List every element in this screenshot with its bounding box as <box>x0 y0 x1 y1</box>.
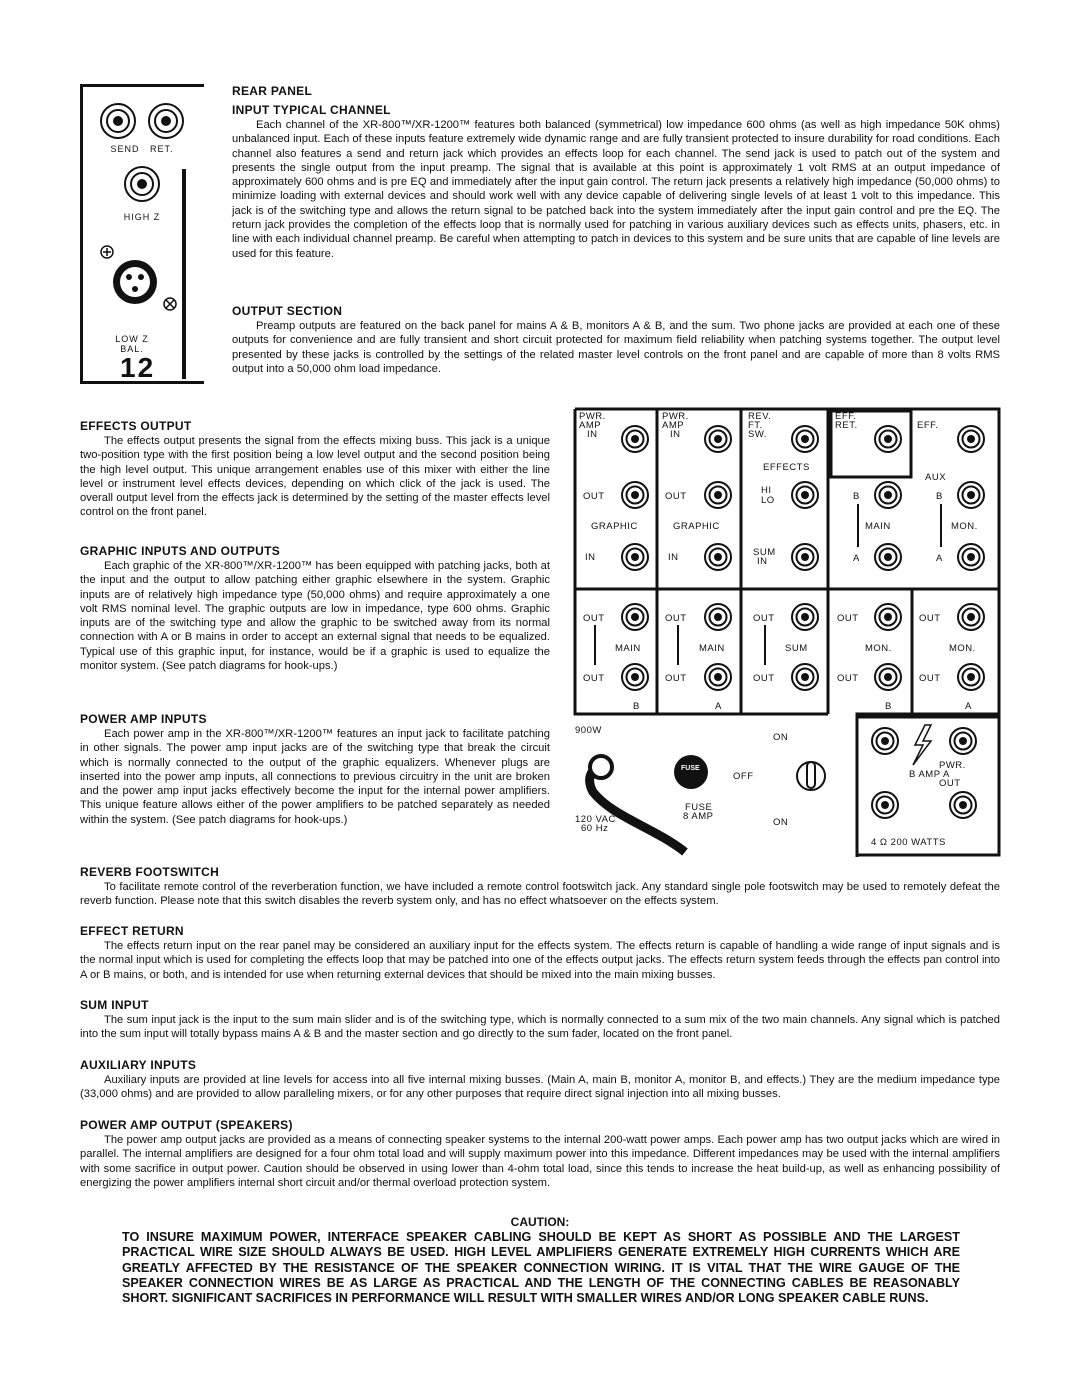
svg-text:LO: LO <box>761 495 775 506</box>
svg-text:FT.: FT. <box>748 420 763 431</box>
power-amp-heading: POWER AMP INPUTS <box>80 712 207 726</box>
graphic-a-in-jack <box>705 544 731 570</box>
svg-text:IN: IN <box>668 552 679 563</box>
svg-text:PWR.: PWR. <box>579 411 606 422</box>
svg-text:MAIN: MAIN <box>615 643 641 654</box>
svg-text:EFF.: EFF. <box>835 411 857 422</box>
svg-text:A: A <box>936 553 943 564</box>
input-typical-heading: INPUT TYPICAL CHANNEL <box>232 103 391 117</box>
svg-text:IN: IN <box>757 556 768 567</box>
svg-text:EFFECTS: EFFECTS <box>763 462 810 473</box>
svg-text:B: B <box>633 701 640 712</box>
send-ret-label: SEND RET. <box>110 144 174 154</box>
mon-b-out2-jack <box>875 664 901 690</box>
svg-text:A: A <box>715 701 722 712</box>
output-section-heading: OUTPUT SECTION <box>232 304 343 318</box>
svg-text:OUT: OUT <box>919 673 941 684</box>
aux-main-a-jack <box>875 544 901 570</box>
pwr-amp-out-b1-jack <box>872 728 898 754</box>
mon-a-out2-jack <box>958 664 984 690</box>
svg-text:AUX: AUX <box>925 472 947 483</box>
svg-text:OUT: OUT <box>753 673 775 684</box>
high-z-jack-icon <box>125 167 159 201</box>
effects-output-heading: EFFECTS OUTPUT <box>80 419 192 433</box>
svg-text:MON.: MON. <box>949 643 976 654</box>
svg-text:AMP: AMP <box>662 420 685 431</box>
aux-text: Auxiliary inputs are provided at line levels for access into all five internal mixing busses. (Main A, main B, monitor A, monitor B, and effects.) They are the medium impedance type (33,000 ohms) and are provided to allow paralleling mixers, or for any other purposes that require direct signal injection into all mixing busses. <box>80 1074 1000 1101</box>
svg-text:OUT: OUT <box>665 613 687 624</box>
hi-lo-jack <box>792 482 818 508</box>
fuse-holder-icon <box>674 755 708 789</box>
aux-mon-b-jack <box>958 482 984 508</box>
pwr-amp-out-b2-jack <box>872 792 898 818</box>
caution-title: CAUTION: <box>510 1215 570 1229</box>
svg-text:PWR.: PWR. <box>662 411 689 422</box>
svg-text:FUSE: FUSE <box>685 802 713 813</box>
output-section-text: Preamp outputs are featured on the back panel for mains A & B, monitors A & B, and the sum. Two phone jacks are provided at each one of these outputs for convenience and are fully transient and short circuit protected for maximum field reliability when patching systems together. The output level presented by these jacks is controlled by the settings of the related master level controls on the front panel and are capable of more than 8 volts RMS output into a 50,000 ohm load impedance. <box>232 320 1000 375</box>
svg-text:MAIN: MAIN <box>865 521 891 532</box>
pwr-amp-out-a2-jack <box>950 792 976 818</box>
screw-icon-left <box>101 246 113 258</box>
main-a-out2-jack <box>705 664 731 690</box>
rear-panel-heading: REAR PANEL <box>232 84 313 98</box>
svg-text:IN: IN <box>670 429 681 440</box>
svg-text:OUT: OUT <box>753 613 775 624</box>
svg-text:REV.: REV. <box>748 411 772 422</box>
svg-text:900W: 900W <box>575 725 602 736</box>
mon-b-out1-jack <box>875 604 901 630</box>
mon-a-out1-jack <box>958 604 984 630</box>
svg-text:FUSE: FUSE <box>681 765 700 772</box>
main-b-out2-jack <box>622 664 648 690</box>
speakers-heading: POWER AMP OUTPUT (SPEAKERS) <box>80 1118 293 1132</box>
svg-text:ON: ON <box>773 817 789 828</box>
svg-text:OUT: OUT <box>837 613 859 624</box>
screw-icon-right <box>164 298 176 310</box>
graphic-text: Each graphic of the XR-800™/XR-1200™ has been equipped with patching jacks, both at the input and the output to allow patching either graphic elsewhere in the system. Graphic inputs are of relatively high impedance type (50,000 ohms) and require approximately a one volt RMS nominal level. The graphic outputs are low in impedance, type 600 ohms. Graphic inputs are of the switching type and allow the graphic to be switched away from its normal connection with A or B mains in order to accept an external signal that needs to be equalized. Typical use of this graphic input, for instance, would be if a graphic is used to equalize the monitor system. (See patch diagrams for hook-ups.) <box>80 560 550 673</box>
svg-text:OUT: OUT <box>939 778 961 789</box>
reverb-text: To facilitate remote control of the reverberation function, we have included a remote control footswitch jack. Any standard single pole footswitch may be used to remotely defeat the reverb function. Please note that this switch disables the reverb system only, and has no effect whatsoever on the effects system. <box>80 881 1000 908</box>
svg-text:4 Ω 200 WATTS: 4 Ω 200 WATTS <box>871 837 946 848</box>
svg-text:OUT: OUT <box>583 613 605 624</box>
effect-return-text: The effects return input on the rear panel may be considered an auxiliary input for the effects system. The effects return is capable of handling a wide range of input signals and is the normal input which is used for completing the effects loop that may be patched into one of the effects output jacks. The effects return system feeds through the effects pan control into A or B mains, or both, and is intended for use when returning external devices that should be mixed into the main mixing busses. <box>80 940 1000 981</box>
effects-output-text: The effects output presents the signal from the effects mixing buss. This jack is a unique two-position type with the first position being a low level output and the second position being the high level output. This unique arrangement enables use of this mixer with either the line level or instrument level effects devices, depending on which click of the jack is used. The overall output level from the effects jack is determined by the setting of the master effects level control on the front panel. <box>80 435 550 519</box>
xlr-connector-icon <box>113 260 157 304</box>
svg-text:SUM: SUM <box>785 643 808 654</box>
svg-text:B AMP A: B AMP A <box>909 769 950 780</box>
pwr-amp-in-a-jack <box>705 426 731 452</box>
sum-input-text: The sum input jack is the input to the sum main slider and is of the switching type, which is normally connected to a sum mix of the two main channels. Any signal which is patched into the sum input will totally bypass mains A & B and the master section and go directly to the sum fader, located on the front panel. <box>80 1014 1000 1041</box>
aux-main-b-jack <box>875 482 901 508</box>
svg-text:OFF: OFF <box>733 771 754 782</box>
channel-number: 12 <box>120 352 156 383</box>
svg-text:120 VAC: 120 VAC <box>575 814 616 825</box>
svg-text:GRAPHIC: GRAPHIC <box>673 521 720 532</box>
bal-label: BAL. <box>120 344 144 354</box>
sum-input-heading: SUM INPUT <box>80 998 149 1012</box>
effect-return-heading: EFFECT RETURN <box>80 924 184 938</box>
svg-text:OUT: OUT <box>665 673 687 684</box>
lightning-icon <box>913 725 931 765</box>
sum-in-jack <box>792 544 818 570</box>
svg-text:EFF.: EFF. <box>917 420 939 431</box>
svg-text:B: B <box>885 701 892 712</box>
svg-text:MON.: MON. <box>951 521 978 532</box>
eff-ret-jack <box>875 426 901 452</box>
send-jack-icon <box>101 104 135 138</box>
graphic-heading: GRAPHIC INPUTS AND OUTPUTS <box>80 544 281 558</box>
power-toggle-icon <box>797 762 825 790</box>
svg-text:IN: IN <box>587 429 598 440</box>
aux-mon-a-jack <box>958 544 984 570</box>
svg-text:OUT: OUT <box>583 491 605 502</box>
reverb-heading: REVERB FOOTSWITCH <box>80 865 220 879</box>
svg-text:PWR.: PWR. <box>939 760 966 771</box>
svg-text:60 Hz: 60 Hz <box>581 823 609 834</box>
main-b-out1-jack <box>622 604 648 630</box>
speakers-text: The power amp output jacks are provided as a means of connecting speaker systems to the internal 200-watt power amps. Each power amp has two output jacks which are wired in parallel. The internal amplifiers are designed for a four ohm total load and will supply maximum power into this impedance. Different impedances may be used with the internal amplifiers with some sacrifice in output power. Caution should be observed in using lower than 4-ohm total load, since this tends to increase the heat build-up, as well as enhancing possibility of energizing the power amplifiers internal short circuit and/or thermal overload protection system. <box>80 1134 1000 1189</box>
svg-text:ON: ON <box>773 732 789 743</box>
return-jack-icon <box>149 104 183 138</box>
pwr-amp-in-b-jack <box>622 426 648 452</box>
power-amp-text: Each power amp in the XR-800™/XR-1200™ features an input jack to facilitate patching in other signals. The power amp input jacks are of the switching type that break the circuit which is normally connected to the output of the graphic equalizers. Whenever plugs are inserted into the power amp inputs, all connections to previous circuitry in the unit are broken and the power amp input jacks effectively become the input for the internal power amplifiers. This unique feature allows either of the power amplifiers to be patched separately as needed within the system. (See patch diagrams for hook-ups.) <box>80 728 550 826</box>
svg-text:8 AMP: 8 AMP <box>683 811 714 822</box>
pwr-amp-out-a1-jack <box>950 728 976 754</box>
svg-text:MAIN: MAIN <box>699 643 725 654</box>
svg-text:B: B <box>853 491 860 502</box>
svg-text:OUT: OUT <box>837 673 859 684</box>
svg-text:HI: HI <box>761 485 772 496</box>
rear-panel-diagram <box>573 407 1001 857</box>
svg-text:B: B <box>936 491 943 502</box>
aux-heading: AUXILIARY INPUTS <box>80 1058 197 1072</box>
caution-text: TO INSURE MAXIMUM POWER, INTERFACE SPEAKER CABLING SHOULD BE KEPT AS SHORT AS POSSIBLE AND THE LARGEST PRACTICAL WIRE SIZE SHOULD ALWAYS BE USED. HIGH LEVEL AMPLIFIERS GENERATE EXTREMELY HIGH CURRENTS WHICH ARE GREATLY AFFECTED BY THE RESISTANCE OF THE SPEAKER CONNECTION WIRING. IT IS VITAL THAT THE WIRE GAUGE OF THE SPEAKER CONNECTION WIRES BE AS LARGE AS PRACTICAL AND THE LENGTH OF THE CONNECTING CABLES BE REASONABLY SHORT. SIGNIFICANT SACRIFICES IN PERFORMANCE WILL RESULT WITH SMALLER WIRES AND/OR LONG SPEAKER CABLE RUNS. <box>122 1230 960 1306</box>
svg-text:SW.: SW. <box>748 429 767 440</box>
graphic-b-out-jack <box>622 482 648 508</box>
svg-text:GRAPHIC: GRAPHIC <box>591 521 638 532</box>
channel-strip-illustration <box>80 84 204 384</box>
rev-ft-sw-jack <box>792 426 818 452</box>
svg-text:SUM: SUM <box>753 547 776 558</box>
svg-text:RET.: RET. <box>835 420 858 431</box>
svg-text:OUT: OUT <box>665 491 687 502</box>
svg-text:OUT: OUT <box>919 613 941 624</box>
sum-out1-jack <box>792 604 818 630</box>
svg-text:IN: IN <box>585 552 596 563</box>
graphic-a-out-jack <box>705 482 731 508</box>
input-typical-text: Each channel of the XR-800™/XR-1200™ features both balanced (symmetrical) low impedance 600 ohms (as well as high impedance 50K ohms) unbalanced input. Each of these inputs feature extremely wide dynamic range and are fully transient protected to insure durability for road conditions. Each channel also features a send and return jack which provides an effects loop for each channel. The send jack is used to patch out of the system and presents the single output from the input preamp. The signal that is available at this point is approximately 1 volt RMS at an output impedance of approximately 600 ohms and is pre EQ and immediately after the input gain control. The return jack presents a relatively high impedance (50,000 ohms) to minimize loading with external devices and should work well with any device capable of delivering single levels of at least 1 volt to this impedance. This jack is of the switching type and allows the return signal to be patched back into the system immediately after the input gain control and pre the EQ. The return jack provides the completion of the effects loop that is normally used for patching in various auxiliary devices such as effects units, phasers, etc. in line with each individual channel preamp. Be careful when attempting to patch in devices to this system and be sure units that are capable of line levels are used for this feature. <box>232 119 1000 260</box>
graphic-b-in-jack <box>622 544 648 570</box>
svg-text:AMP: AMP <box>579 420 602 431</box>
high-z-label: HIGH Z <box>123 212 161 222</box>
eff-jack <box>958 426 984 452</box>
svg-text:OUT: OUT <box>583 673 605 684</box>
main-a-out1-jack <box>705 604 731 630</box>
svg-text:A: A <box>853 553 860 564</box>
svg-text:A: A <box>965 701 972 712</box>
sum-out2-jack <box>792 664 818 690</box>
svg-text:MON.: MON. <box>865 643 892 654</box>
power-cord-icon <box>590 767 685 852</box>
low-z-label: LOW Z <box>115 334 149 344</box>
